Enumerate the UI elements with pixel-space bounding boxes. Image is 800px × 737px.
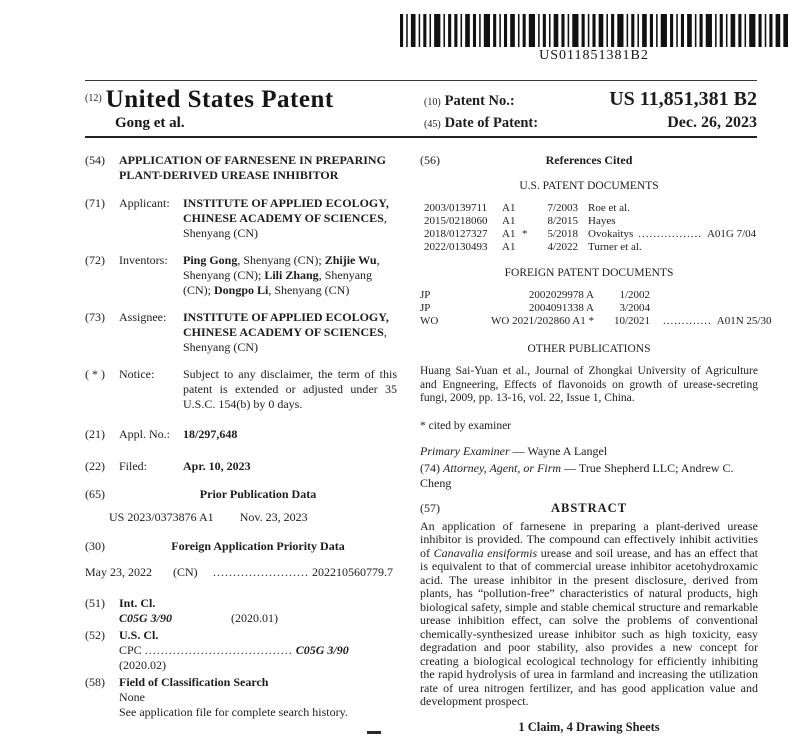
inventor-name: Lili Zhang <box>264 268 319 282</box>
doc-date: 3/2004 <box>619 302 650 314</box>
inventor-location: , Shenyang (CN); <box>237 253 325 267</box>
assignee-location: , Shenyang (CN) <box>183 325 387 354</box>
inventors-section <box>85 253 397 298</box>
notice-section <box>85 367 397 412</box>
prior-publication-title: Prior Publication Data <box>199 487 317 501</box>
primary-examiner-line <box>420 444 758 459</box>
right-column <box>420 153 772 735</box>
patent-date-row <box>424 114 757 132</box>
invention-title-section <box>85 153 397 183</box>
patent-number-label: Patent No.: <box>444 93 515 109</box>
publication-number: US 2023/0373876 A1 <box>109 510 214 524</box>
doc-number: 2002029978 A <box>528 289 594 301</box>
doc-number: 2015/0218060 <box>424 215 488 227</box>
filed-section <box>85 459 397 474</box>
abstract-heading <box>420 501 758 516</box>
field-52-number: (52) <box>85 628 105 642</box>
priority-country: (CN) <box>173 565 198 579</box>
applicant-label: Applicant: <box>119 196 170 210</box>
field-74-number: (74) <box>420 460 443 475</box>
page-title: United States Patent <box>105 86 334 113</box>
header-divider-rule <box>85 136 757 138</box>
prior-publication-data <box>85 510 397 525</box>
inventor-location: , Shenyang (CN) <box>268 283 350 297</box>
doc-date: 10/2021 <box>613 315 650 327</box>
patent-number-row <box>424 88 757 111</box>
leader-dots: ..................................... <box>144 643 293 657</box>
dash: — <box>564 460 579 475</box>
assignee-label: Assignee: <box>119 310 167 324</box>
field-72-number: (72) <box>85 253 105 267</box>
applicant-location: , Shenyang (CN) <box>183 211 387 240</box>
abstract-species-name: Canavalia ensiformis <box>433 545 538 560</box>
doc-number: 2003/0139711 <box>424 202 488 214</box>
doc-name: Hayes <box>588 215 616 227</box>
foreign-patent-documents-heading: FOREIGN PATENT DOCUMENTS <box>504 267 674 279</box>
inventors-label: Inventors: <box>119 253 168 267</box>
attorney-name: True Shepherd LLC; Andrew C. Cheng <box>420 460 734 490</box>
foreign-priority-heading <box>85 539 397 554</box>
doc-date: 1/2002 <box>619 289 650 301</box>
field-22-number: (22) <box>85 459 105 473</box>
inventor-name: Zhijie Wu <box>324 253 377 267</box>
applicant-section <box>85 196 397 241</box>
inventor-name: Dongpo Li <box>214 283 269 297</box>
field-search-line2: See application file for complete search history. <box>119 705 348 719</box>
doc-star <box>522 241 536 254</box>
cpc-version: (2020.02) <box>119 658 166 672</box>
us-patent-documents-heading: U.S. PATENT DOCUMENTS <box>519 180 659 192</box>
header-right <box>424 88 757 135</box>
attorney-label: Attorney, Agent, or Firm <box>443 460 562 475</box>
doc-star: * <box>522 228 528 240</box>
field-65-number: (65) <box>85 487 105 501</box>
table-row <box>420 241 758 254</box>
field-30-number: (30) <box>85 539 105 553</box>
field-21-number: (21) <box>85 427 105 441</box>
priority-number: 202210560779.7 <box>312 565 393 579</box>
inventors-value <box>183 253 397 298</box>
us-cl-label: U.S. Cl. <box>119 628 159 642</box>
abstract-title: ABSTRACT <box>550 500 628 515</box>
field-71-number: (71) <box>85 196 105 210</box>
field-51-number: (51) <box>85 596 105 610</box>
cpc-code: C05G 3/90 <box>295 643 349 657</box>
header-left <box>85 86 334 132</box>
doc-name: Roe et al. <box>588 202 630 214</box>
field-57-number: (57) <box>420 500 440 515</box>
table-row <box>420 315 772 328</box>
doc-date: 5/2018 <box>547 228 578 240</box>
abstract-part-before: An application of farnesene in preparing a plant-derived urease inhibitor is provided. The compound can effectively inhibit activities of <box>420 518 758 560</box>
int-cl-label: Int. Cl. <box>119 596 156 610</box>
primary-examiner-label: Primary Examiner <box>420 443 510 458</box>
int-cl-content <box>119 596 397 626</box>
field-58-number: (58) <box>85 675 105 689</box>
filed-label: Filed: <box>119 459 148 473</box>
assignee-value <box>183 310 397 355</box>
doc-kind: A1 <box>502 202 516 214</box>
foreign-priority-title: Foreign Application Priority Data <box>171 539 345 553</box>
patent-date-value: Dec. 26, 2023 <box>667 114 757 131</box>
field-45-number: (45) <box>424 119 441 130</box>
doc-class: A01N 25/30 <box>716 315 772 327</box>
doc-star <box>522 202 536 215</box>
applicant-value <box>183 196 397 241</box>
references-cited-heading <box>420 153 758 168</box>
notice-text: Subject to any disclaimer, the term of this patent is extended or adjusted under 35 U.S.C. 154(b) by 0 days. <box>183 367 397 411</box>
doc-number: 2022/0130493 <box>424 241 488 253</box>
application-number-section <box>85 427 397 442</box>
table-row <box>420 215 758 228</box>
table-row <box>420 302 758 315</box>
priority-date: May 23, 2022 <box>85 565 152 579</box>
doc-date: 7/2003 <box>547 202 578 214</box>
doc-kind: A1 <box>502 241 516 253</box>
appl-no-value: 18/297,648 <box>183 427 238 441</box>
leader-dots: ........................ <box>213 565 309 579</box>
us-cl-section <box>85 628 397 673</box>
field-10-number: (10) <box>424 97 441 108</box>
cpc-label: CPC <box>119 643 142 657</box>
table-row <box>420 289 758 302</box>
doc-class: A01G 7/04 <box>706 228 757 240</box>
field-73-number: (73) <box>85 310 105 324</box>
appl-no-label: Appl. No.: <box>119 427 170 441</box>
field-search-label: Field of Classification Search <box>119 675 269 689</box>
assignee-name: INSTITUTE OF APPLIED ECOLOGY, CHINESE ACADEMY OF SCIENCES <box>183 310 389 339</box>
publication-date: Nov. 23, 2023 <box>239 510 308 524</box>
filed-value: Apr. 10, 2023 <box>183 459 251 473</box>
table-row <box>420 228 758 241</box>
attorney-line <box>420 461 758 491</box>
barcode <box>400 14 788 64</box>
us-cl-content <box>119 628 397 673</box>
doc-country: JP <box>420 302 431 314</box>
int-cl-code: C05G 3/90 <box>119 611 173 625</box>
doc-date: 8/2015 <box>547 215 578 227</box>
invention-title: APPLICATION OF FARNESENE IN PREPARING PLANT-DERIVED UREASE INHIBITOR <box>119 153 386 182</box>
us-patent-documents-table <box>420 202 758 254</box>
foreign-patent-documents-table <box>420 289 772 328</box>
dash: — <box>512 443 528 458</box>
foreign-priority-data <box>85 565 397 580</box>
field-search-section <box>85 675 397 720</box>
leader-dots: ............. <box>663 315 712 327</box>
claims-sheets-line: 1 Claim, 4 Drawing Sheets <box>518 719 660 734</box>
leader-dots: ................. <box>638 228 702 240</box>
first-inventor-line: Gong et al. <box>115 115 185 131</box>
field-56-number: (56) <box>420 153 440 167</box>
field-search-line1: None <box>119 690 145 704</box>
doc-name: Ovokaitys <box>588 228 634 240</box>
cited-by-examiner-note: * cited by examiner <box>420 419 512 432</box>
header-top-rule <box>85 80 757 81</box>
left-column <box>85 153 397 720</box>
notice-label: Notice: <box>119 367 155 381</box>
doc-number: 2004091338 A <box>528 302 594 314</box>
references-cited-title: References Cited <box>545 153 633 167</box>
primary-examiner-name: Wayne A Langel <box>527 443 608 458</box>
int-cl-section <box>85 596 397 626</box>
field-search-content <box>119 675 397 720</box>
doc-kind: A1 <box>502 215 516 227</box>
kind-code-number: (12) <box>85 93 102 104</box>
table-row <box>420 202 758 215</box>
inventor-location: , Shenyang (CN); <box>183 253 380 282</box>
doc-name: Turner et al. <box>588 241 642 253</box>
doc-country: JP <box>420 289 431 301</box>
citation-text: Huang Sai-Yuan et al., Journal of Zhongkai University of Agriculture and Engneering, Effects of flavonoids on growth of urease-secreting fungi, 2009, pp. 13-16, vol. 22, Issue 1, China. <box>420 365 758 404</box>
doc-number: 2018/0127327 <box>424 228 488 240</box>
abstract-text <box>420 520 758 709</box>
int-cl-version: (2020.01) <box>231 611 278 625</box>
doc-country: WO <box>420 315 439 327</box>
other-publications-heading: OTHER PUBLICATIONS <box>527 343 651 355</box>
abstract-part-after: urease and soil urease, and has an effect that is equivalent to that of commercial urease inhibitor acetohydroxamic acid. The urease inhibitor in the present disclosure, derived from plants, has “pollution-free” characteristics of natural products, high biological safety, simple and stable chemical structure and remarkable urease inhibition effect, can solve the problems of conventional chemically-synthesized urease inhibitor such as high toxicity, easy degradation and poor stability, also provides a new concept for creating a biological ecological technology for efficiently inhibiting the rapid hydrolysis of urea in farmland and increasing the utilization rate of urea nitrogen fertilizer, and has good application value and development prospect. <box>420 545 758 708</box>
assignee-section <box>85 310 397 355</box>
prior-publication-heading <box>85 487 397 502</box>
barcode-number: US011851381B2 <box>539 48 649 63</box>
doc-kind: A1 <box>502 228 516 240</box>
patent-number-value: US 11,851,381 B2 <box>609 88 757 110</box>
next-page-figure-fragment <box>367 731 381 734</box>
field-54-number: (54) <box>85 153 105 167</box>
notice-asterisk: ( * ) <box>85 367 105 381</box>
inventor-location: , Shenyang (CN); <box>183 268 373 297</box>
doc-star <box>522 215 536 228</box>
applicant-name: INSTITUTE OF APPLIED ECOLOGY, CHINESE ACADEMY OF SCIENCES <box>183 196 389 225</box>
barcode-bars-icon <box>400 14 788 47</box>
doc-date: 4/2022 <box>547 241 578 253</box>
doc-number: WO 2021/202860 A1 * <box>491 315 594 327</box>
inventor-name: Ping Gong <box>183 253 238 267</box>
patent-date-label: Date of Patent: <box>444 115 539 131</box>
